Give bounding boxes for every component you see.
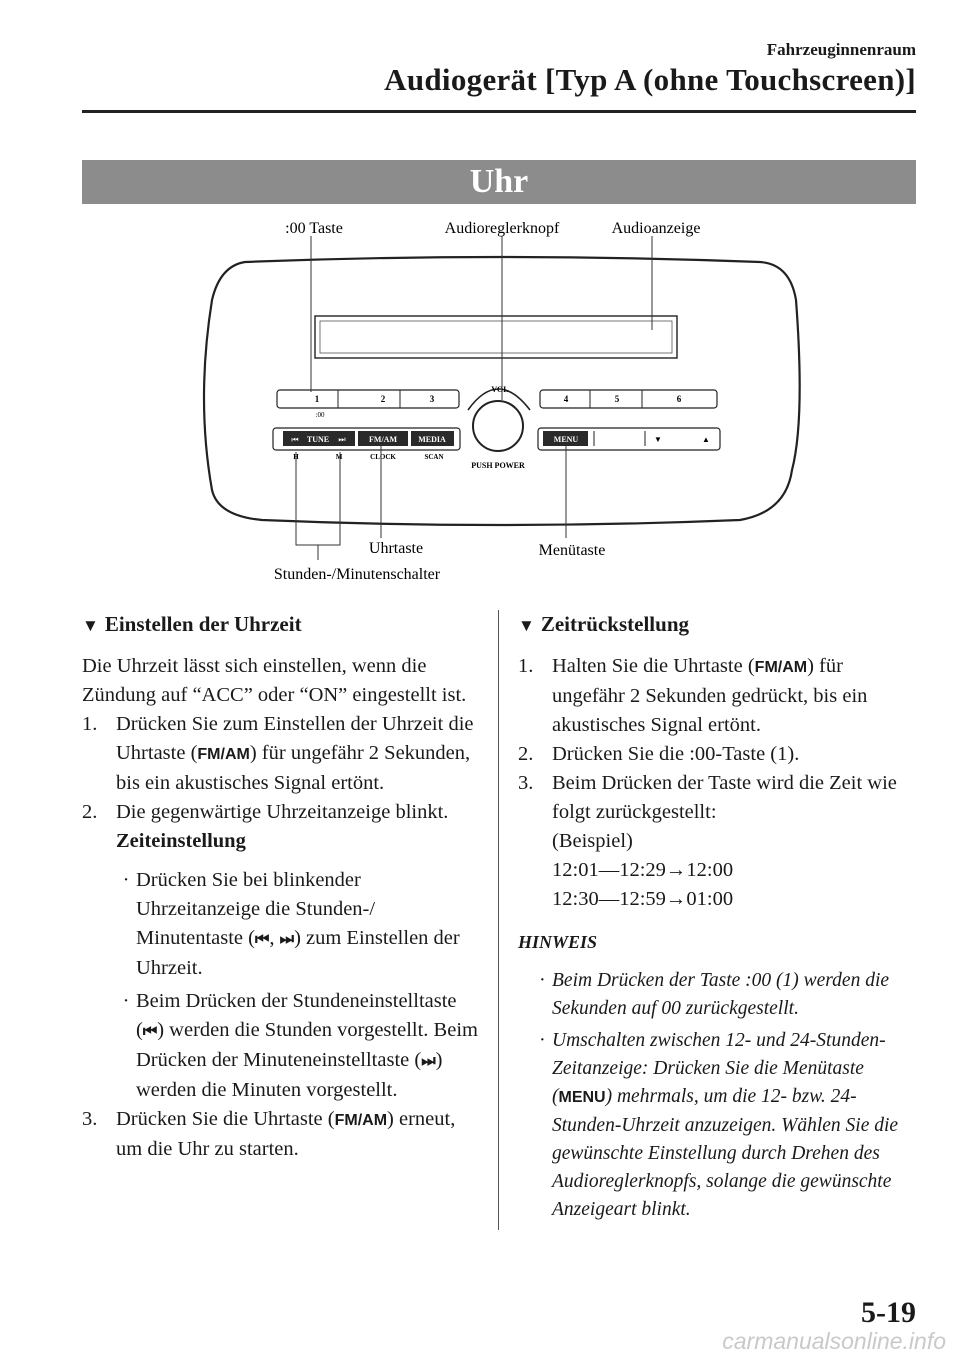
heading-zeitrueckstellung: ▼ Zeitrückstellung (518, 612, 689, 636)
right-column (518, 610, 918, 1224)
reset-step-1: 1. Halten Sie die Uhrtaste (FM/AM) für ungefähr 2 Sekunden gedrückt, bis ein akustisches Signal ertönt. (518, 655, 868, 736)
header-rule (82, 110, 916, 113)
example-label: (Beispiel) (552, 830, 633, 852)
example-line-1: 12:01—12:29→12:00 (552, 859, 734, 881)
tune-label: TUNE (306, 435, 330, 444)
fmam-key: FM/AM (197, 746, 250, 763)
menu-key: MENU (558, 1089, 606, 1106)
preset-4-label[interactable]: 4 (563, 394, 569, 404)
fmam-key: FM/AM (334, 1112, 388, 1129)
note-block (518, 967, 918, 1224)
preset-2-label[interactable]: 2 (380, 394, 386, 404)
triangle-icon: ▼ (82, 616, 99, 635)
step-1: 1. Drücken Sie zum Einstellen der Uhrzeit die Uhrtaste (FM/AM) für ungefähr 2 Sekunden, bis ein akustisches Signal ertönt. (82, 713, 474, 794)
button-00-label: :00 (315, 411, 325, 419)
section-banner: Uhr (82, 160, 916, 204)
seek-back-icon[interactable]: ⏮ (291, 435, 299, 444)
callout-uhrtaste: Uhrtaste (368, 540, 424, 557)
left-column (82, 610, 482, 1164)
h-label: H (293, 453, 299, 461)
fmam-key: FM/AM (754, 659, 808, 676)
preset-6-label[interactable]: 6 (676, 394, 682, 404)
clock-label: CLOCK (370, 453, 396, 461)
vol-label: VOL (491, 385, 509, 394)
intro-text: Die Uhrzeit lässt sich einstellen, wenn die Zündung auf “ACC” oder “ON” eingestellt ist. (82, 655, 467, 706)
note-item-2: · Umschalten zwischen 12- und 24-Stunden-Zeitanzeige: Drücken Sie die Menütaste (MENU) mehrmals, um die 12- bzw. 24-Stunden-Uhrzeit anzuzeigen. Wählen Sie die gewünschte Einstellung durch Drehen des Audioreglerknopfs, solange die gewünschte Anzeigeart blinkt. (539, 1030, 899, 1220)
audio-display (315, 316, 677, 358)
seek-back-key-icon: ⏮ (255, 931, 270, 948)
triangle-icon: ▼ (518, 616, 535, 635)
note-heading: HINWEIS (518, 932, 598, 952)
preset-1-label[interactable]: 1 (314, 394, 320, 404)
media-button-label[interactable]: MEDIA (418, 435, 446, 444)
header-section: Fahrzeuginnenraum (766, 40, 916, 59)
header-title: Audiogerät [Typ A (ohne Touchscreen)] (384, 62, 916, 97)
callout-stunden-minutenschalter: Stunden-/Minutenschalter (273, 566, 441, 583)
callout-menutaste: Menütaste (538, 542, 606, 559)
bullet-2: · Beim Drücken der Stundeneinstelltaste (⏮) werden die Stunden vorgestellt. Beim Drücken der Minuteneinstelltaste (⏭) werden die Minuten vorgestellt. (122, 990, 478, 1101)
scan-label: SCAN (424, 453, 444, 461)
callout-audioanzeige: Audioanzeige (611, 220, 701, 237)
reset-step-3: 3. Beim Drücken der Taste wird die Zeit wie folgt zurückgestellt: (518, 772, 897, 823)
reset-step-2: 2. Drücken Sie die :00-Taste (1). (518, 743, 800, 765)
step-3: 3. Drücken Sie die Uhrtaste (FM/AM) erneut, um die Uhr zu starten. (82, 1108, 456, 1160)
callout-00-taste: :00 Taste (285, 220, 343, 237)
zeiteinstellung-heading: Zeiteinstellung (116, 830, 246, 852)
column-divider (498, 610, 499, 1230)
watermark: carmanualsonline.info (722, 1328, 946, 1354)
note-item-1: · Beim Drücken der Taste :00 (1) werden die Sekunden auf 00 zurückgestellt. (539, 970, 890, 1019)
m-label: M (335, 453, 343, 461)
example-line-2: 12:30—12:59→01:00 (552, 888, 734, 910)
seek-forward-key-icon: ⏭ (279, 931, 295, 948)
up-arrow-icon[interactable]: ▲ (702, 435, 710, 444)
callout-audioreglerknopf: Audioreglerknopf (444, 220, 560, 237)
seek-back-key-icon: ⏮ (142, 1023, 158, 1040)
seek-forward-key-icon: ⏭ (421, 1053, 436, 1070)
audio-unit-diagram (0, 205, 960, 595)
down-arrow-icon[interactable]: ▼ (654, 435, 662, 444)
volume-knob[interactable] (473, 401, 523, 451)
seek-forward-icon[interactable]: ⏭ (338, 435, 346, 444)
heading-einstellen: ▼ Einstellen der Uhrzeit (82, 612, 302, 636)
push-power-label: PUSH POWER (471, 461, 525, 470)
page-number: 5-19 (861, 1296, 916, 1329)
preset-3-label[interactable]: 3 (429, 394, 435, 404)
preset-5-label[interactable]: 5 (614, 394, 620, 404)
bullet-1: · Drücken Sie bei blinkender Uhrzeitanzeige die Stunden-/ Minutentaste (⏮, ⏭) zum Einstellen der Uhrzeit. (122, 869, 460, 979)
menu-button-label[interactable]: MENU (553, 435, 579, 444)
step-2: 2. Die gegenwärtige Uhrzeitanzeige blinkt. (82, 801, 449, 823)
fmam-button-label[interactable]: FM/AM (369, 435, 397, 444)
